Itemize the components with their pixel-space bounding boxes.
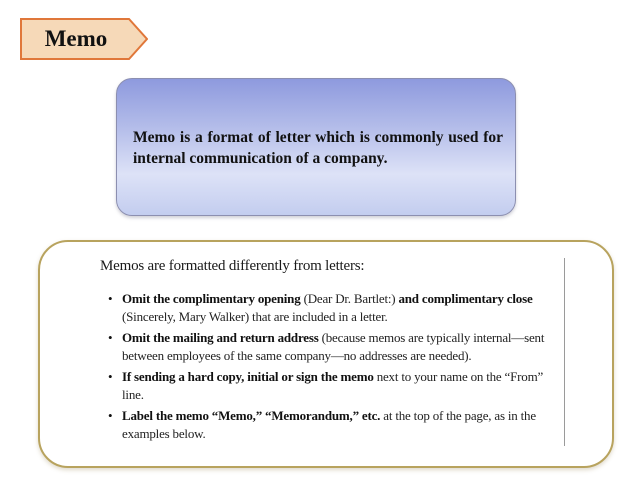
bullet-icon: •	[108, 291, 113, 306]
page-title: Memo	[44, 26, 108, 51]
definition-text: Memo is a format of letter which is commonly used for internal communication of a company.	[133, 129, 503, 167]
rule-bold: Label the memo “Memo,” “Memorandum,” etc.	[122, 408, 381, 423]
rule-bold-2: and complimentary close	[398, 291, 533, 306]
list-item	[108, 368, 560, 404]
rule-text: (Dear Dr. Bartlet:)	[300, 291, 399, 306]
rule-bold: Omit the complimentary opening	[122, 291, 301, 306]
rules-list	[108, 290, 560, 446]
list-item	[108, 329, 560, 365]
rule-bold: If sending a hard copy, initial or sign the memo	[122, 369, 374, 384]
rules-heading: Memos are formatted differently from letters:	[100, 258, 365, 274]
bullet-icon: •	[108, 408, 113, 423]
rule-text: next to your name on the “From” line.	[122, 369, 544, 402]
bullet-icon: •	[108, 330, 113, 345]
scan-edge-line	[564, 258, 565, 446]
list-item	[108, 290, 560, 326]
title-tag	[20, 18, 148, 60]
definition-box	[116, 78, 516, 216]
rule-bold: Omit the mailing and return address	[122, 330, 319, 345]
rule-text: (because memos are typically internal—sent between employees of the same company—no addresses are needed).	[122, 330, 545, 363]
list-item	[108, 407, 560, 443]
rule-text-2: (Sincerely, Mary Walker) that are included in a letter.	[122, 309, 388, 324]
bullet-icon: •	[108, 369, 113, 384]
rule-text: at the top of the page, as in the examples below.	[122, 408, 536, 441]
